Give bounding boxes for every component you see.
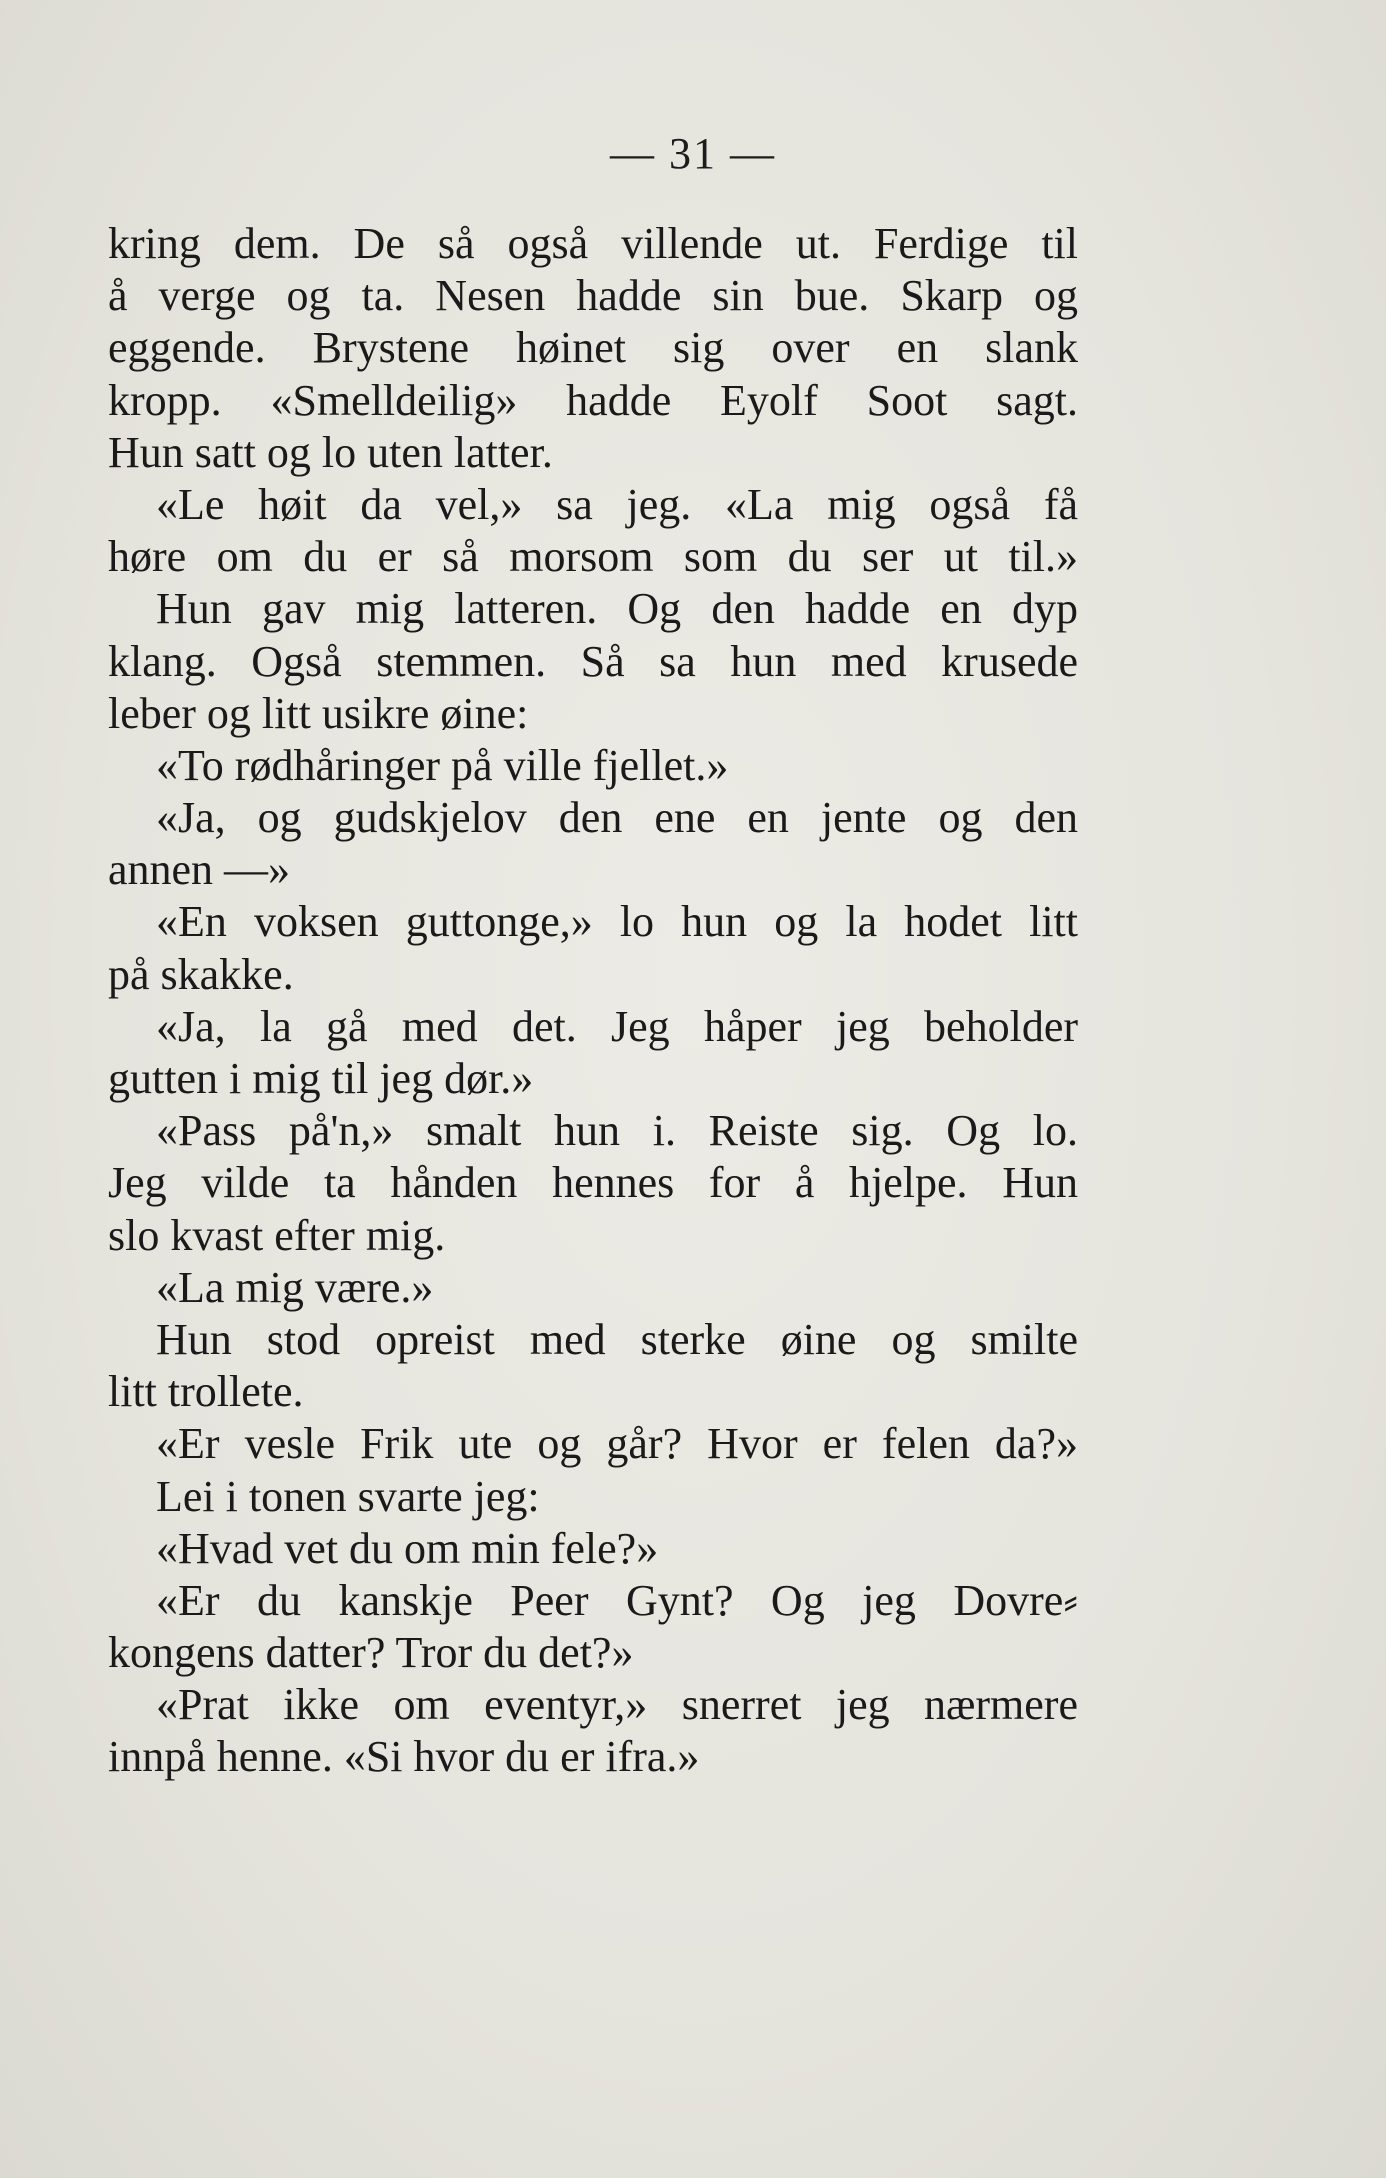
text-line: eggende. Brystene høinet sig over en slank bbox=[108, 323, 1078, 373]
text-line: klang. Også stemmen. Så sa hun med krusede bbox=[108, 636, 1078, 686]
text-line: Hun gav mig latteren. Og den hadde en dyp bbox=[156, 584, 1078, 634]
text-line: Jeg vilde ta hånden hennes for å hjelpe. Hun bbox=[108, 1158, 1078, 1208]
text-line: slo kvast efter mig. bbox=[108, 1210, 446, 1260]
text-line: «Er du kanskje Peer Gynt? Og jeg Dovre⸗ bbox=[156, 1575, 1078, 1625]
body-text bbox=[108, 218, 1078, 1784]
text-line: Lei i tonen svarte jeg: bbox=[156, 1471, 540, 1521]
text-line: kropp. «Smelldeilig» hadde Eyolf Soot sagt. bbox=[108, 375, 1078, 425]
text-line: «Er vesle Frik ute og går? Hvor er felen da?» bbox=[156, 1419, 1078, 1469]
text-line: annen —» bbox=[108, 845, 291, 895]
text-line: kring dem. De så også villende ut. Ferdige til bbox=[108, 219, 1078, 268]
text-line: litt trollete. bbox=[108, 1367, 304, 1417]
text-line: gutten i mig til jeg dør.» bbox=[108, 1054, 534, 1103]
text-line: «Le høit da vel,» sa jeg. «La mig også få bbox=[156, 479, 1078, 529]
text-line: høre om du er så morsom som du ser ut til.» bbox=[108, 532, 1078, 582]
text-line: Hun stod opreist med sterke øine og smilte bbox=[156, 1314, 1078, 1364]
text-line: «Ja, og gudskjelov den ene en jente og den bbox=[156, 793, 1078, 843]
text-line: innpå henne. «Si hvor du er ifra.» bbox=[108, 1732, 700, 1782]
text-line: kongens datter? Tror du det?» bbox=[108, 1628, 634, 1678]
page-number: — 31 — bbox=[610, 129, 776, 178]
text-line: «To rødhåringer på ville fjellet.» bbox=[156, 740, 729, 790]
text-line: «Pass på'n,» smalt hun i. Reiste sig. Og lo. bbox=[156, 1106, 1078, 1156]
text-line: leber og litt usikre øine: bbox=[108, 688, 529, 738]
text-line: «Ja, la gå med det. Jeg håper jeg beholder bbox=[156, 1001, 1078, 1051]
text-line: «En voksen guttonge,» lo hun og la hodet litt bbox=[156, 897, 1078, 947]
text-line: «Hvad vet du om min fele?» bbox=[156, 1523, 659, 1573]
text-line: «Prat ikke om eventyr,» snerret jeg nærmere bbox=[156, 1680, 1078, 1730]
text-line: på skakke. bbox=[108, 949, 294, 999]
text-line: «La mig være.» bbox=[156, 1262, 434, 1312]
text-line: Hun satt og lo uten latter. bbox=[108, 427, 553, 477]
text-line: å verge og ta. Nesen hadde sin bue. Skarp og bbox=[108, 271, 1078, 321]
